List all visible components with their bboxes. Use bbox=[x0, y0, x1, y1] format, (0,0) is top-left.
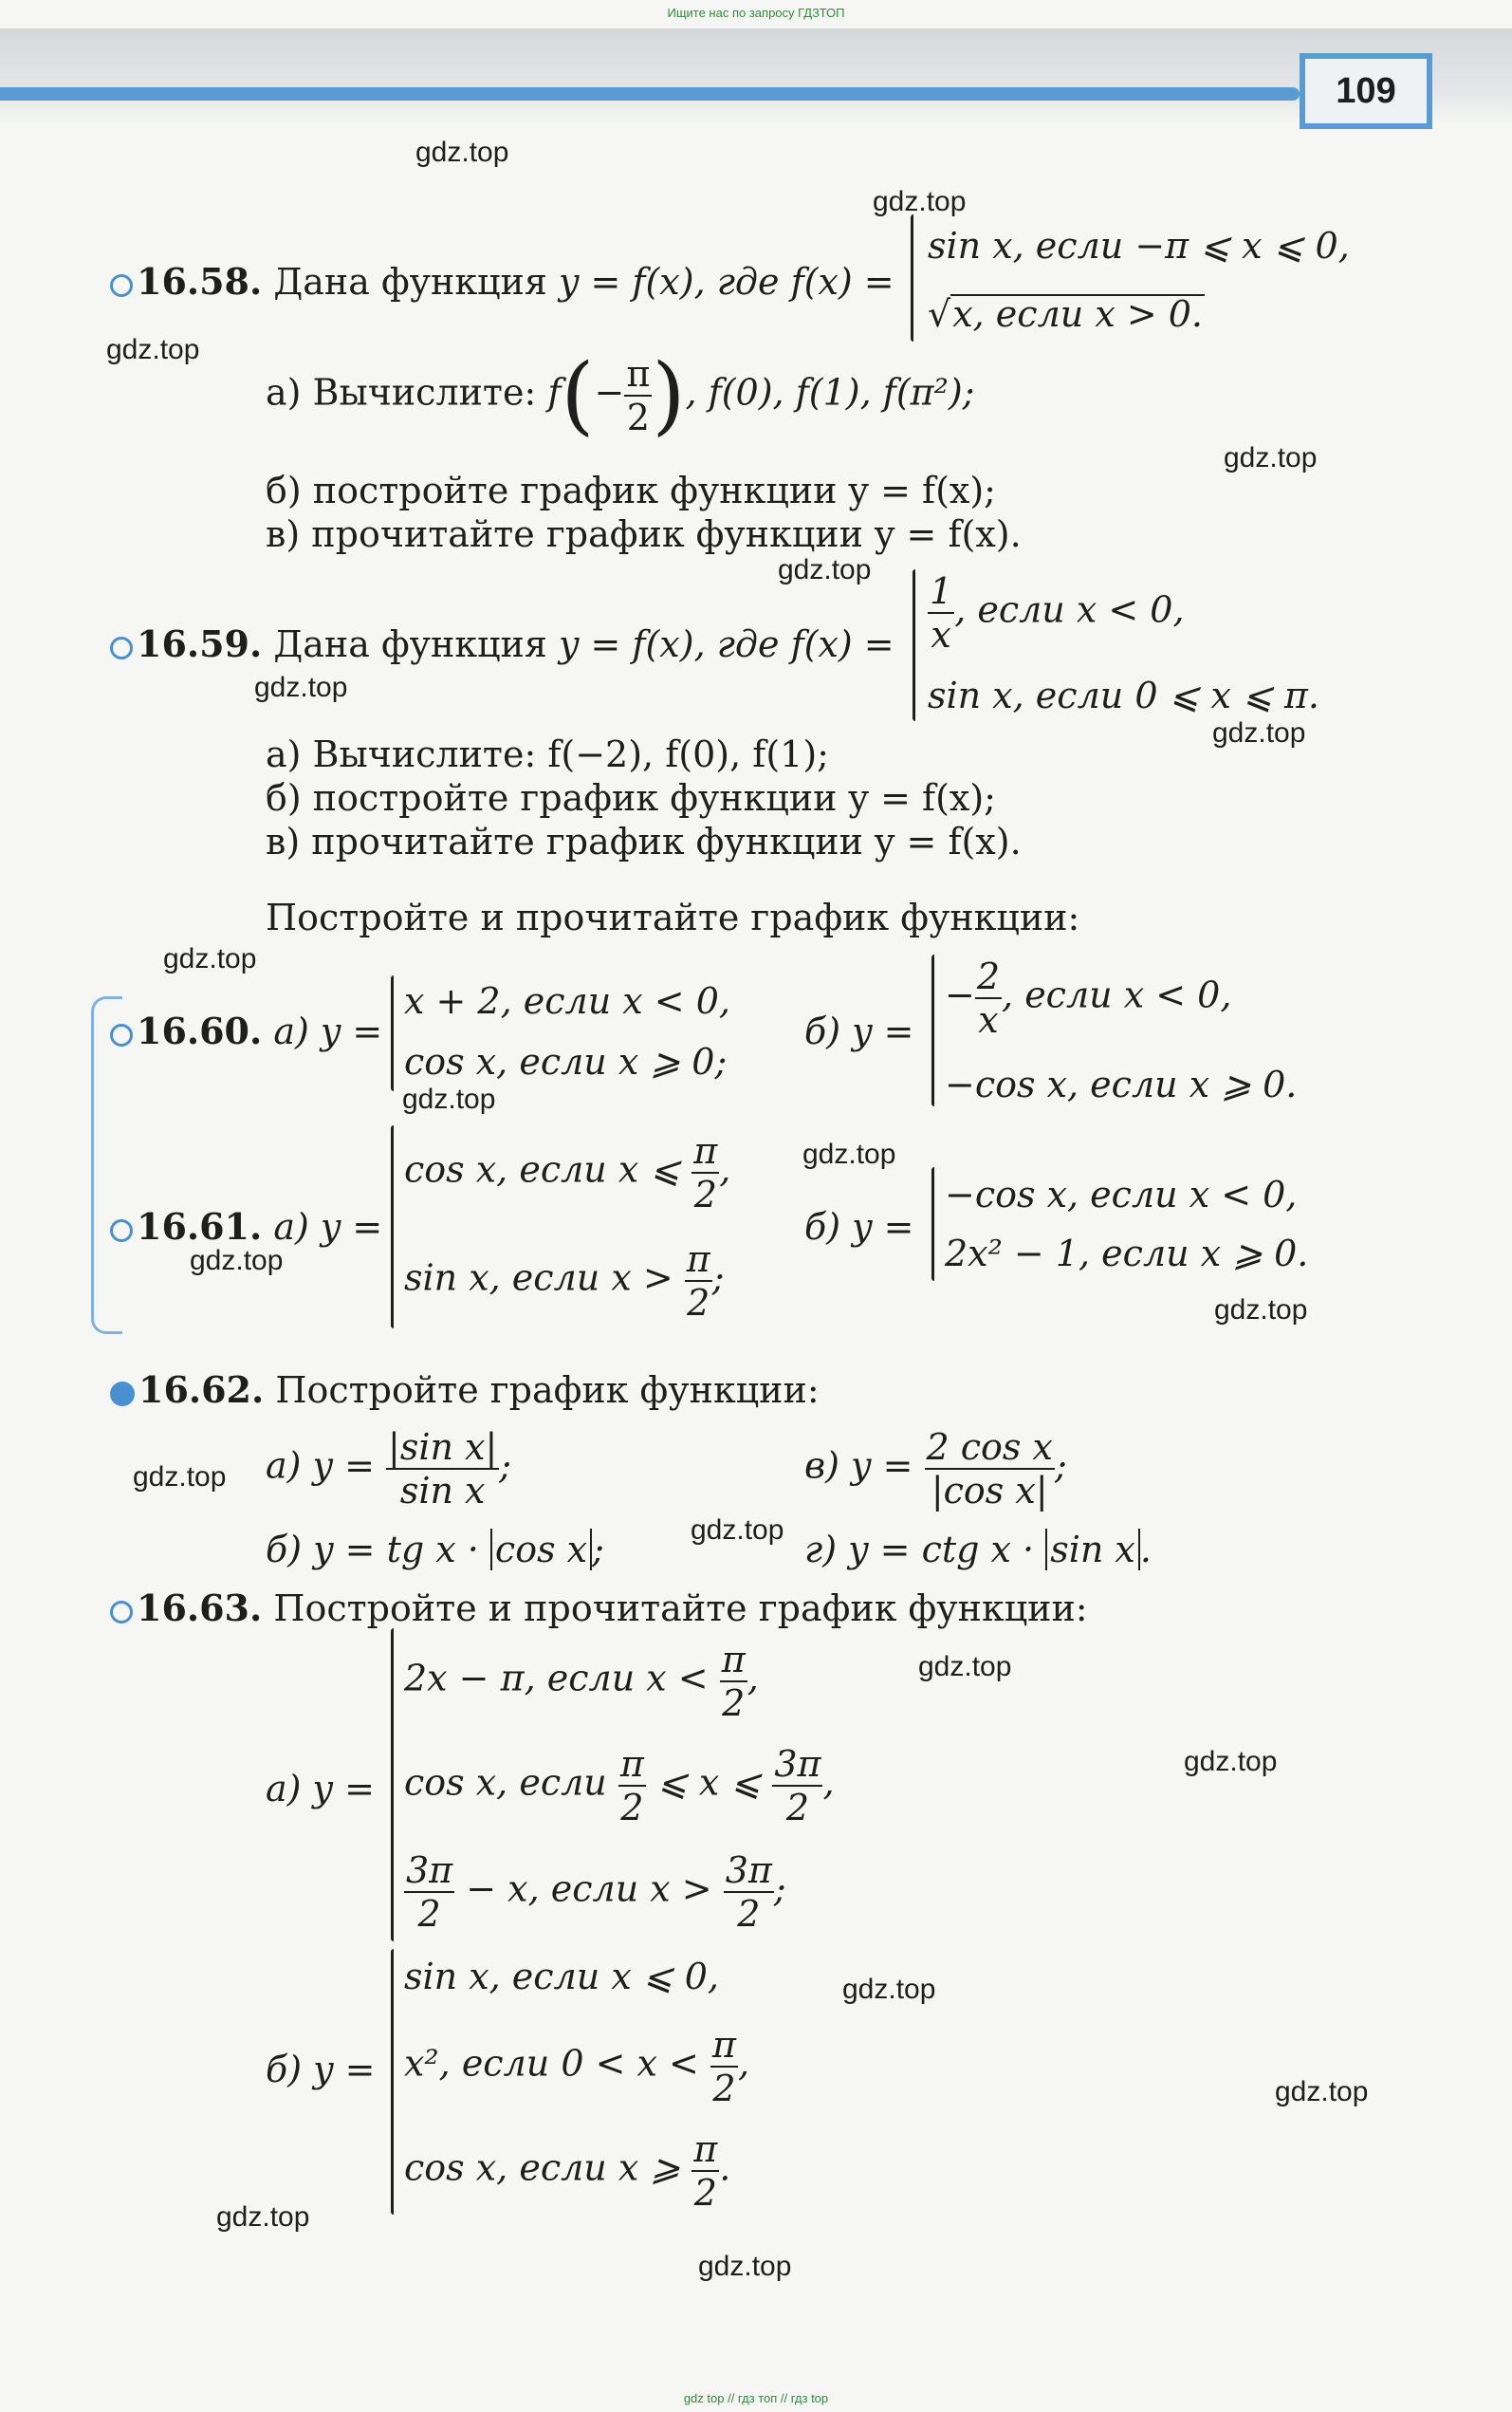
case-line: cos x, если x ⩽ $\frac{\pi}{2}$ , bbox=[404, 1130, 731, 1215]
case-line: sin x, если x > $\frac{\pi}{2}$ ; bbox=[404, 1238, 725, 1324]
problem-16-58-v: в) прочитайте график функции y = f(x). bbox=[266, 513, 1022, 555]
watermark: gdz.top bbox=[190, 1245, 284, 1276]
watermark: gdz.top bbox=[133, 1461, 227, 1493]
watermark: gdz.top bbox=[842, 1974, 936, 2005]
watermark: gdz.top bbox=[415, 137, 509, 168]
header-stripe bbox=[0, 87, 1300, 101]
watermark: gdz.top bbox=[802, 1139, 896, 1170]
problem-16-63-a-label: а) y = bbox=[266, 1768, 375, 1809]
exercise-circle-icon bbox=[110, 1219, 133, 1242]
problem-16-59-v: в) прочитайте график функции y = f(x). bbox=[266, 821, 1022, 863]
problem-16-62-v: в) y = $\frac{\text{2 cos x}}{\text{|cos x|}}$ ; bbox=[804, 1426, 1067, 1512]
exercise-filled-circle-icon bbox=[110, 1382, 135, 1406]
piecewise-brace bbox=[931, 1167, 934, 1281]
footer-note: gdz top // гдз топ // гдз top bbox=[683, 2391, 829, 2405]
exercise-circle-icon bbox=[110, 637, 133, 659]
top-note: Ищите нас по запросу ГДЗТОП bbox=[667, 6, 845, 20]
watermark: gdz.top bbox=[778, 554, 872, 585]
watermark: gdz.top bbox=[216, 2201, 310, 2233]
case-line: x², если 0 < x < $\frac{\pi}{2}$ , bbox=[404, 2024, 750, 2109]
case-line: cos x, если x ⩾ 0; bbox=[404, 1041, 728, 1083]
watermark: gdz.top bbox=[1224, 442, 1318, 473]
instruction-heading: Постройте и прочитайте график функции: bbox=[266, 897, 1080, 938]
watermark: gdz.top bbox=[1212, 717, 1306, 749]
case-line: − $\frac{2}{x}$ , если x < 0, bbox=[945, 956, 1232, 1041]
watermark: gdz.top bbox=[1214, 1294, 1308, 1326]
exercise-circle-icon bbox=[110, 1024, 133, 1047]
problem-16-62-g: г) y = ctg x · sin x . bbox=[804, 1529, 1152, 1570]
piecewise-brace bbox=[391, 975, 394, 1091]
problem-16-59-b: б) постройте график функции y = f(x); bbox=[266, 777, 996, 819]
case-line: 2x² − 1, если x ⩾ 0. bbox=[945, 1233, 1309, 1274]
piecewise-brace bbox=[391, 1125, 394, 1328]
case-line: √x, если x > 0. bbox=[928, 293, 1204, 335]
problem-16-58-b: б) постройте график функции y = f(x); bbox=[266, 470, 996, 511]
problem-16-59-a: а) Вычислите: f(−2), f(0), f(1); bbox=[266, 733, 829, 775]
piecewise-brace bbox=[913, 569, 915, 721]
watermark: gdz.top bbox=[106, 334, 200, 365]
watermark: gdz.top bbox=[691, 1514, 784, 1546]
case-line: cos x, если $\frac{\pi}{2}$ ⩽ x ⩽ $\frac{3\pi}{2}$ , bbox=[404, 1743, 835, 1828]
problem-16-61-header: 16.61. а) y = bbox=[110, 1209, 382, 1245]
problem-16-61-b-label: б) y = bbox=[804, 1206, 914, 1248]
case-line: 2x − π, если x < $\frac{\pi}{2}$ , bbox=[404, 1639, 759, 1724]
problem-16-63-b-label: б) y = bbox=[266, 2049, 376, 2090]
case-line: $\frac{1}{x}$ , если x < 0, bbox=[930, 570, 1185, 656]
watermark: gdz.top bbox=[1184, 1746, 1278, 1777]
watermark: gdz.top bbox=[402, 1084, 496, 1115]
watermark: gdz.top bbox=[873, 186, 967, 217]
problem-16-60-b-label: б) y = bbox=[804, 1011, 914, 1052]
problem-16-62-b: б) y = tg x · cos x ; bbox=[266, 1529, 604, 1570]
piecewise-brace bbox=[391, 1949, 394, 2215]
case-line: $\frac{3\pi}{2}$ − x, если x > $\frac{3\pi}{2}$ ; bbox=[406, 1849, 786, 1935]
piecewise-brace bbox=[931, 955, 934, 1106]
page-number: 109 bbox=[1300, 53, 1432, 129]
case-line: x + 2, если x < 0, bbox=[404, 980, 730, 1022]
case-line: cos x, если x ⩾ $\frac{\pi}{2}$ . bbox=[404, 2128, 731, 2214]
watermark: gdz.top bbox=[918, 1651, 1012, 1682]
piecewise-brace bbox=[911, 214, 913, 342]
case-line: −cos x, если x < 0, bbox=[945, 1174, 1298, 1215]
watermark: gdz.top bbox=[1275, 2076, 1369, 2107]
case-line: sin x, если 0 ⩽ x ⩽ π. bbox=[928, 675, 1319, 716]
case-line: −cos x, если x ⩾ 0. bbox=[945, 1064, 1298, 1105]
problem-16-58-a: а) Вычислите: f(− $\frac{\pi}{2}$ ), f(0), f(1), f(π²); bbox=[266, 345, 975, 445]
case-line: sin x, если x ⩽ 0, bbox=[404, 1956, 719, 1997]
watermark: gdz.top bbox=[254, 672, 348, 703]
problem-16-62-a: а) y = $\frac{\text{|sin x|}}{\text{sin x}}$ ; bbox=[266, 1426, 512, 1512]
exercise-circle-icon bbox=[110, 1601, 133, 1623]
problem-16-62-header: 16.62. Постройте график функции: bbox=[110, 1372, 820, 1408]
piecewise-brace bbox=[391, 1628, 394, 1941]
watermark: gdz.top bbox=[698, 2251, 792, 2282]
header-band bbox=[0, 28, 1512, 123]
problem-16-60-header: 16.60. а) y = bbox=[110, 1013, 382, 1049]
problem-16-59-header: 16.59. Дана функция y = f(x), где f(x) = bbox=[110, 626, 894, 662]
watermark: gdz.top bbox=[163, 943, 257, 974]
case-line: sin x, если −π ⩽ x ⩽ 0, bbox=[928, 225, 1350, 267]
problem-16-58-header: 16.58. Дана функция y = f(x), где f(x) = bbox=[110, 264, 894, 300]
exercise-circle-icon bbox=[110, 274, 133, 297]
problem-16-63-header: 16.63. Постройте и прочитайте график функции: bbox=[110, 1590, 1088, 1626]
